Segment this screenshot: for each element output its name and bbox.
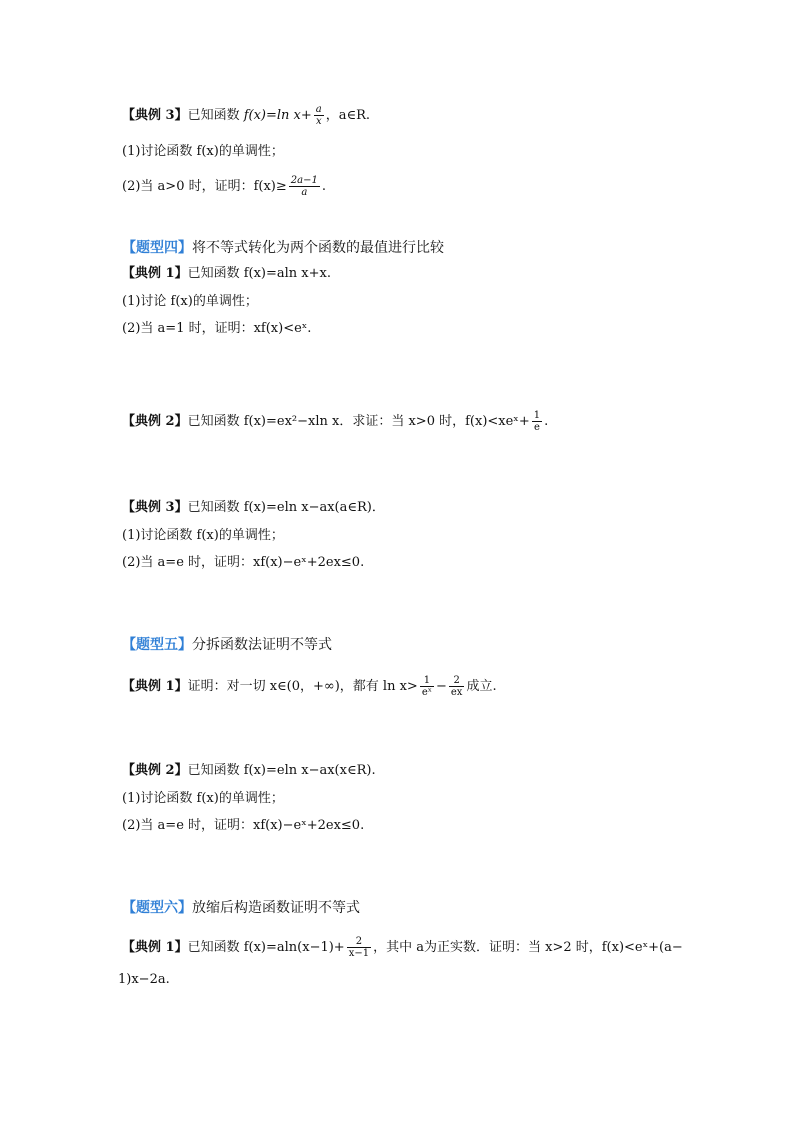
example-label: 【典例 1】 [122, 679, 188, 694]
section-bracket: 【题型六】 [122, 900, 192, 916]
frac-den: a [301, 187, 308, 198]
text: 已知函数 f(x)=eln x−ax(a∈R)． [187, 500, 385, 515]
s4-ex3-line [122, 500, 385, 516]
frac-den: x [315, 116, 322, 127]
fraction [347, 936, 371, 959]
frac-num: 2 [347, 936, 371, 948]
s1-ex3-line [122, 104, 370, 127]
s5-ex2-q1: (1)讨论函数 f(x)的单调性； [122, 791, 284, 806]
s4-ex3-q1: (1)讨论函数 f(x)的单调性； [122, 528, 284, 543]
frac-num: 1 [420, 675, 434, 687]
s1-q2-line [122, 175, 326, 198]
text: 已知函数 f(x)=aln(x−1)+ [187, 940, 345, 955]
frac-num: 2a−1 [290, 175, 318, 186]
fraction [314, 104, 324, 127]
text: . [544, 414, 549, 429]
text: ，其中 a为正实数．证明：当 x>2 时，f(x)<eˣ+(a− [373, 940, 683, 955]
fraction [532, 410, 542, 433]
section-title: 分拆函数法证明不等式 [192, 637, 332, 653]
formula: f(x)=ln x+ [243, 108, 312, 123]
text: 成立. [466, 679, 497, 694]
text: 证明：对一切 x∈(0，+∞)，都有 ln x> [187, 679, 418, 694]
frac-num: 1 [533, 410, 541, 421]
s4-ex1-q2: (2)当 a=1 时，证明：xf(x)<eˣ. [122, 321, 312, 336]
frac-den: e [533, 422, 540, 433]
s4-ex1-line [122, 266, 331, 282]
s1-q1: (1)讨论函数 f(x)的单调性； [122, 144, 284, 159]
text: 已知函数 f(x)=aln x+x. [187, 266, 331, 281]
example-label: 【典例 3】 [122, 500, 188, 515]
fraction [449, 675, 465, 698]
fraction [420, 675, 434, 698]
frac-den: x−1 [348, 948, 370, 959]
s5-ex2-line [122, 763, 376, 779]
text: 已知函数 f(x)=ex²−xln x．求证：当 x>0 时，f(x)<xeˣ+ [187, 414, 530, 429]
example-label: 【典例 1】 [122, 266, 188, 281]
s4-ex1-q1: (1)讨论 f(x)的单调性； [122, 294, 258, 309]
s4-ex2-line [122, 410, 548, 433]
s6-ex1-cont: 1)x−2a. [118, 972, 170, 987]
section-title: 放缩后构造函数证明不等式 [192, 900, 360, 916]
frac-num: a [315, 104, 322, 115]
fraction [289, 175, 320, 198]
frac-den: ex [450, 687, 463, 698]
text: 已知函数 f(x)=eln x−ax(x∈R). [187, 763, 376, 778]
section-bracket: 【题型四】 [122, 240, 192, 256]
section-heading-5 [122, 637, 332, 653]
section-bracket: 【题型五】 [122, 637, 192, 653]
example-label: 【典例 3】 [122, 108, 188, 123]
example-label: 【典例 2】 [122, 414, 188, 429]
section-title: 将不等式转化为两个函数的最值进行比较 [192, 240, 444, 256]
example-label: 【典例 2】 [122, 763, 188, 778]
text: 已知函数 [187, 108, 244, 123]
text: . [321, 179, 326, 194]
example-label: 【典例 1】 [122, 940, 188, 955]
s5-ex1-line [122, 675, 497, 698]
section-heading-4 [122, 240, 444, 256]
frac-den: eˣ [421, 687, 432, 698]
s5-ex2-q2: (2)当 a=e 时，证明：xf(x)−eˣ+2ex≤0. [122, 818, 365, 833]
text: (2)当 a>0 时，证明：f(x)≥ [122, 179, 287, 194]
s6-ex1-line [122, 936, 683, 959]
text: ，a∈R. [325, 108, 371, 123]
text: − [435, 679, 447, 694]
section-heading-6 [122, 900, 360, 916]
frac-num: 2 [449, 675, 465, 687]
s4-ex3-q2: (2)当 a=e 时，证明：xf(x)−eˣ+2ex≤0. [122, 555, 365, 570]
